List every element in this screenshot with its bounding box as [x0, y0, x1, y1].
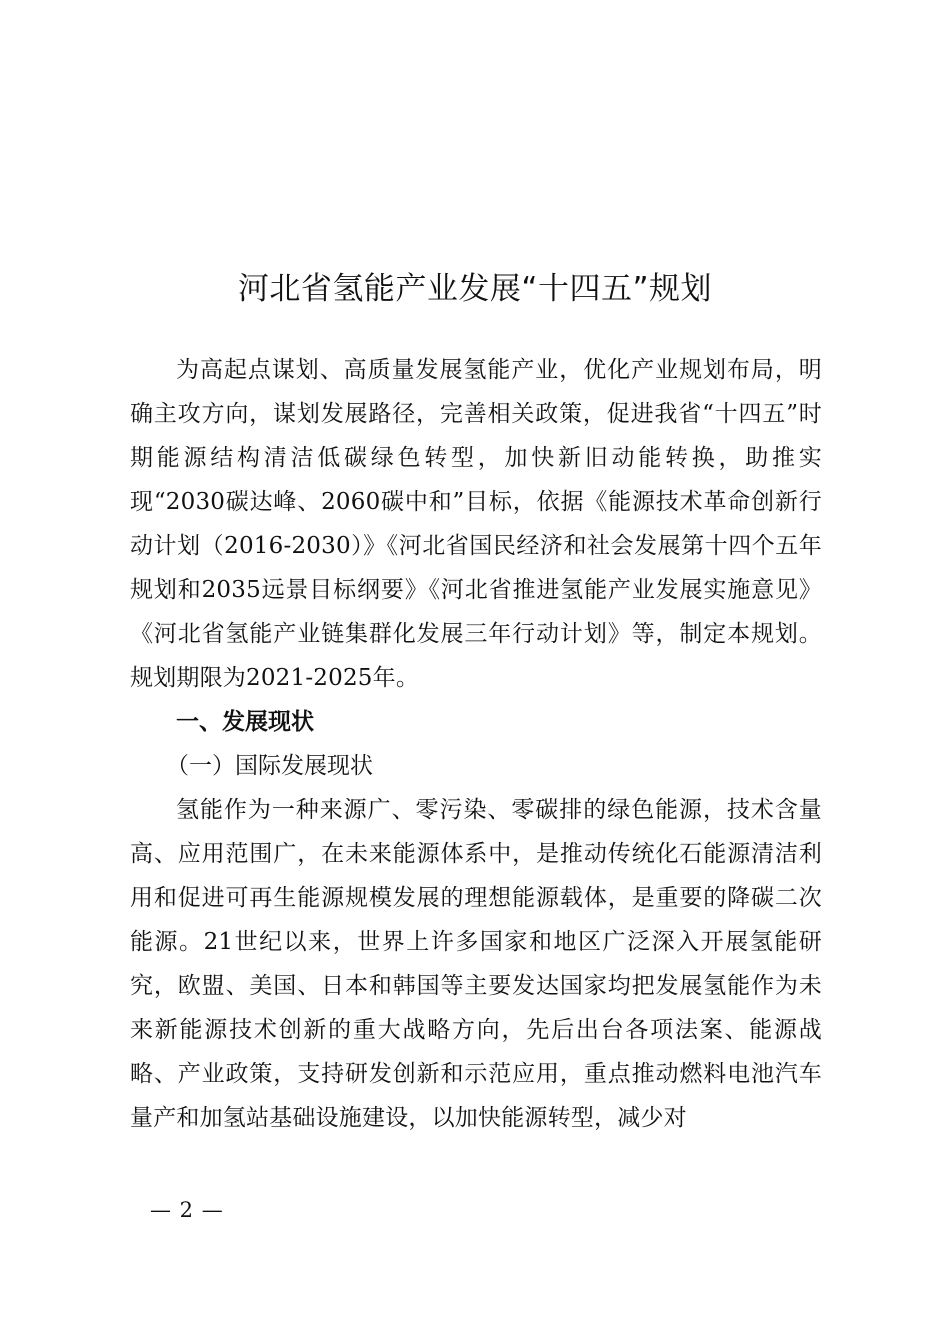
intro-paragraph: 为高起点谋划、高质量发展氢能产业，优化产业规划布局，明确主攻方向，谋划发展路径，完善相关政策，促进我省“十四五”时期能源结构清洁低碳绿色转型，加快新旧动能转换，助推实现“2030碳达峰、2060碳中和”目标，依据《能源技术革命创新行动计划（2016-2030）》《河北省国民经济和社会发展第十四个五年规划和2035远景目标纲要》《河北省推进氢能产业发展实施意见》《河北省氢能产业链集群化发展三年行动计划》等，制定本规划。规划期限为2021-2025年。	[130, 357, 822, 691]
section-heading-development-status: 一、发展现状	[176, 709, 314, 735]
subsection-heading-international-status: （一）国际发展现状	[166, 753, 373, 779]
page-number: — 2 —	[150, 1198, 224, 1222]
document-title: 河北省氢能产业发展“十四五”规划	[237, 271, 713, 307]
international-status-paragraph: 氢能作为一种来源广、零污染、零碳排的绿色能源，技术含量高、应用范围广，在未来能源体系中，是推动传统化石能源清洁利用和促进可再生能源规模发展的理想能源载体，是重要的降碳二次能源。21世纪以来，世界上许多国家和地区广泛深入开展氢能研究，欧盟、美国、日本和韩国等主要发达国家均把发展氢能作为未来新能源技术创新的重大战略方向，先后出台各项法案、能源战略、产业政策，支持研发创新和示范应用，重点推动燃料电池汽车量产和加氢站基础设施建设，以加快能源转型，减少对	[130, 797, 822, 1131]
document-body	[130, 348, 822, 1140]
